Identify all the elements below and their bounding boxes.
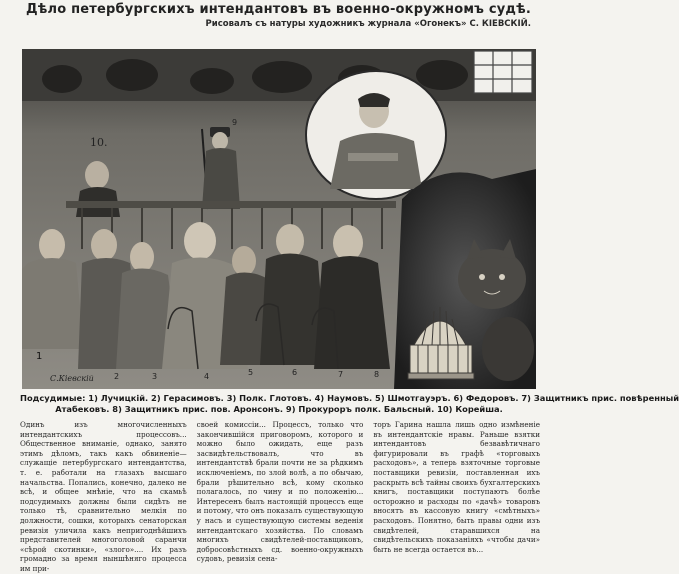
figure-number-3: 3	[152, 372, 158, 381]
background-number: 10.	[90, 136, 108, 149]
article-body	[20, 420, 541, 573]
prosecutor-portrait-inset	[306, 71, 446, 199]
figure-number-6: 6	[292, 368, 298, 377]
figure-number-4: 4	[204, 372, 210, 381]
column-text: Одинъ изъ многочисленныхъ интендантскихъ процессовъ... Общественное вниманіе, однако, занято этимъ дѣломъ, такъ какъ обвиненіе—служащіе петербургскаго интендантства, т. е. работали на глазахъ высшаго начальства. Попались, конечно, далеко не всѣ, и общее мнѣніе, что на скамьѣ подсудимыхъ должны были сидѣть не только тѣ, сравнительно мелкія по должности, сошки, которыхъ сенаторская ревизія уличила какъ непригоднѣйшихъ представителей многоголовой саранчи «сѣрой скотинки», «злого».... Их разъ громадно за время ныншѣняго процесса им при-	[20, 420, 187, 573]
courtroom-illustration	[22, 49, 536, 389]
page-title: Дѣло петербургскихъ интендантовъ въ военно-окружномъ судѣ.	[25, 2, 532, 17]
caption-line-1: Подсудимые: 1) Лучицкій. 2) Герасимовъ. 3) Полк. Глотовъ. 4) Наумовъ. 5) Шмотгауэръ. 6) Федоровъ. 7) Защитникъ прис. повѣренный	[20, 393, 679, 403]
figure-caption	[20, 393, 679, 414]
article-column-1	[20, 420, 187, 573]
article-column-3	[373, 420, 540, 553]
figure-number-1: 1	[36, 351, 43, 362]
column-text: своей комиссіи... Процессъ, только что закончившійся приговоромъ, которого и можно было ожидать, еще разъ засвидѣтельствовалъ, что въ интендантствѣ брали почти не за рѣдкимъ исключеніемъ, по злой волѣ, а по обычаю, брали рѣшительно всѣ, кому сколько полагалось, по чину и по положенію... Интересенъ былъ настоящій процессъ еще и потому, что онъ показалъ существующую у насъ и существующую системы веденія интендантскаго хозяйства. По словамъ многихъ свидѣтелей-поставщиковъ, добросовѣстныхъ сд. военно-окружныхъ судовъ, ревизія сена-	[196, 420, 364, 564]
window	[474, 51, 532, 93]
caption-line-2: Атабековъ. 8) Защитникъ прис. пов. Аронсонъ. 9) Прокуроръ полк. Бальсный. 10) Корейша.	[55, 403, 503, 414]
illustrator-credit: Рисовалъ съ натуры художникъ журнала «Огонекъ» С. КІЕВСКІЙ.	[205, 19, 531, 29]
figure-number-7: 7	[338, 370, 344, 379]
article-column-2	[196, 420, 364, 564]
column-text: торъ Гарина нашла лишь одно измѣненіе въ интендантскіе нравы. Раньше взятки интендантовъ безвавѣтичнаго фигурировали въ графѣ «торговыхъ расходовъ», а теперь взяточные торговые поставщики ревизіи, поставленная ихъ раскрыть всѣ тайны своихъ бухгалтерскихъ книгъ, поставщики поступаютъ болѣе осторожно и расходы по «дачѣ» товаровъ вносятъ въ кассовую книгу «смѣтныхъ» расходовъ. Понятно, быть правы одни изъ свидѣтелей, старавшихся на свидѣтельскихъ показаніяхъ «чтобы дачи» быть не всегда остается въ...	[373, 420, 541, 554]
artist-signature: С.Кіевскій	[50, 374, 94, 383]
figure-number-9: 9	[232, 118, 238, 127]
figure-number-2: 2	[114, 372, 120, 381]
figure-number-8: 8	[374, 370, 380, 379]
figure-number-5: 5	[248, 368, 254, 377]
